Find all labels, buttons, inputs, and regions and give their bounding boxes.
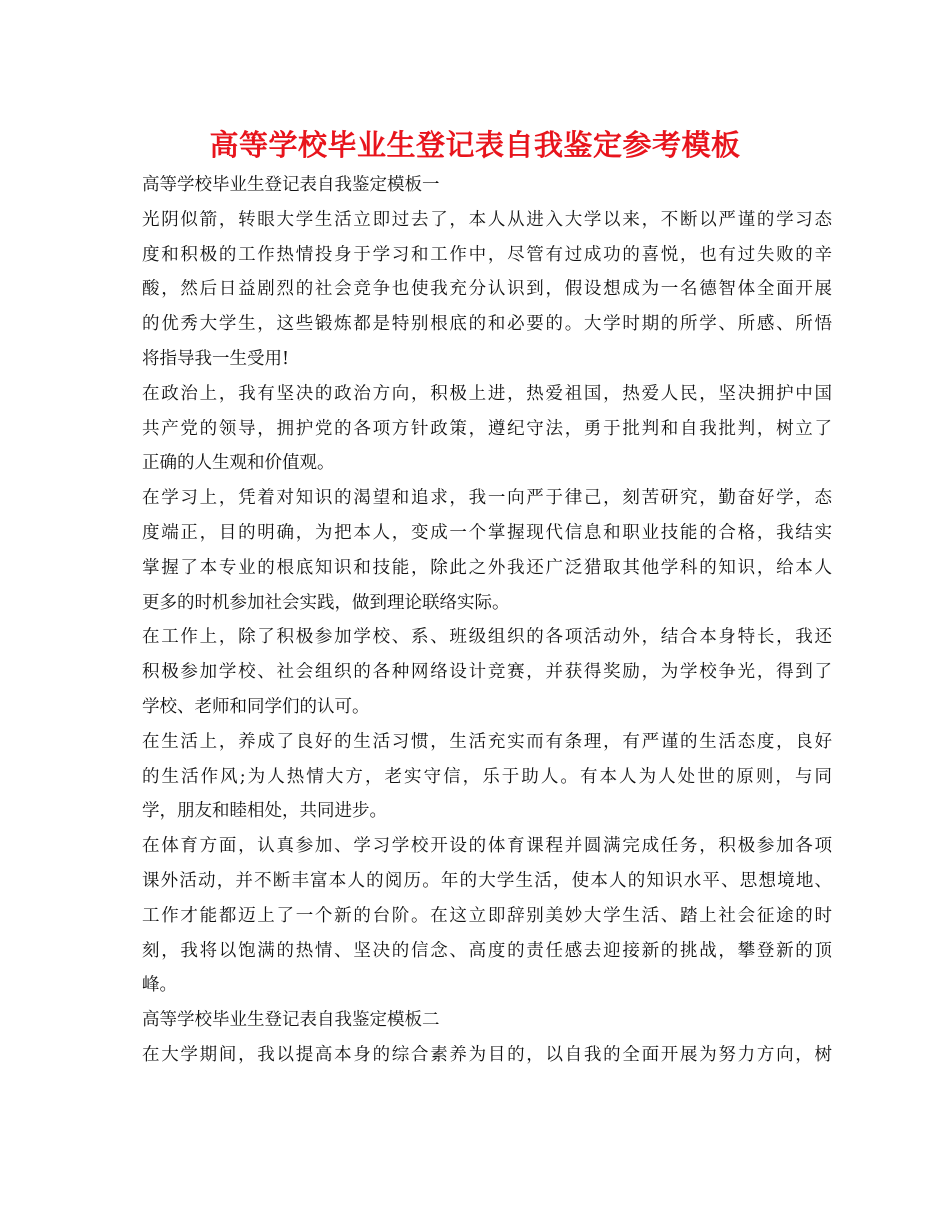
text-line: 更多的时机参加社会实践，做到理论联络实际。 — [142, 592, 510, 613]
text-line: 掌握了本专业的根底知识和技能，除此之外我还广泛猎取其他学科的知识，给本人 — [142, 557, 832, 578]
text-line: 的生活作风;为人热情大方，老实守信，乐于助人。有本人为人处世的原则，与同 — [142, 766, 832, 787]
text-line: 的优秀大学生，这些锻炼都是特别根底的和必要的。大学时期的所学、所感、所悟 — [142, 314, 832, 335]
text-line: 度和积极的工作热情投身于学习和工作中，尽管有过成功的喜悦，也有过失败的辛 — [142, 244, 832, 265]
text-line: 课外活动，并不断丰富本人的阅历。年的大学生活，使本人的知识水平、思想境地、 — [142, 870, 832, 891]
text-line: 将指导我一生受用! — [142, 348, 290, 369]
text-line: 在生活上，养成了良好的生活习惯，生活充实而有条理，有严谨的生活态度，良好 — [142, 731, 832, 752]
text-line: 在体育方面，认真参加、学习学校开设的体育课程并圆满完成任务，积极参加各项 — [142, 836, 832, 857]
text-line: 在政治上，我有坚决的政治方向，积极上进，热爱祖国，热爱人民，坚决拥护中国 — [142, 383, 832, 404]
text-line: 酸，然后日益剧烈的社会竞争也使我充分认识到，假设想成为一名德智体全面开展 — [142, 279, 832, 300]
text-line: 在大学期间，我以提高本身的综合素养为目的，以自我的全面开展为努力方向，树 — [142, 1044, 832, 1065]
text-line: 共产党的领导，拥护党的各项方针政策，遵纪守法，勇于批判和自我批判，树立了 — [142, 418, 832, 439]
text-line: 在学习上，凭着对知识的渴望和追求，我一向严于律己，刻苦研究，勤奋好学，态 — [142, 488, 832, 509]
document-body — [142, 168, 832, 1073]
text-line: 高等学校毕业生登记表自我鉴定模板二 — [142, 1010, 440, 1031]
text-line: 学校、老师和同学们的认可。 — [142, 696, 370, 717]
text-line: 在工作上，除了积极参加学校、系、班级组织的各项活动外，结合本身特长，我还 — [142, 627, 832, 648]
text-line: 积极参加学校、社会组织的各种网络设计竞赛，并获得奖励，为学校争光，得到了 — [142, 662, 832, 683]
text-line: 高等学校毕业生登记表自我鉴定模板一 — [142, 175, 440, 195]
text-line: 学，朋友和睦相处，共同进步。 — [142, 801, 387, 822]
document-title: 高等学校毕业生登记表自我鉴定参考模板 — [209, 128, 741, 162]
text-line: 正确的人生观和价值观。 — [142, 453, 335, 474]
text-line: 峰。 — [142, 975, 177, 996]
text-line: 度端正，目的明确，为把本人，变成一个掌握现代信息和职业技能的合格，我结实 — [142, 522, 832, 543]
text-line: 工作才能都迈上了一个新的台阶。在这立即辞别美妙大学生活、踏上社会征途的时 — [142, 905, 832, 926]
text-line: 光阴似箭，转眼大学生活立即过去了，本人从进入大学以来，不断以严谨的学习态 — [142, 209, 832, 230]
text-line: 刻，我将以饱满的热情、坚决的信念、高度的责任感去迎接新的挑战，攀登新的顶 — [142, 940, 832, 961]
